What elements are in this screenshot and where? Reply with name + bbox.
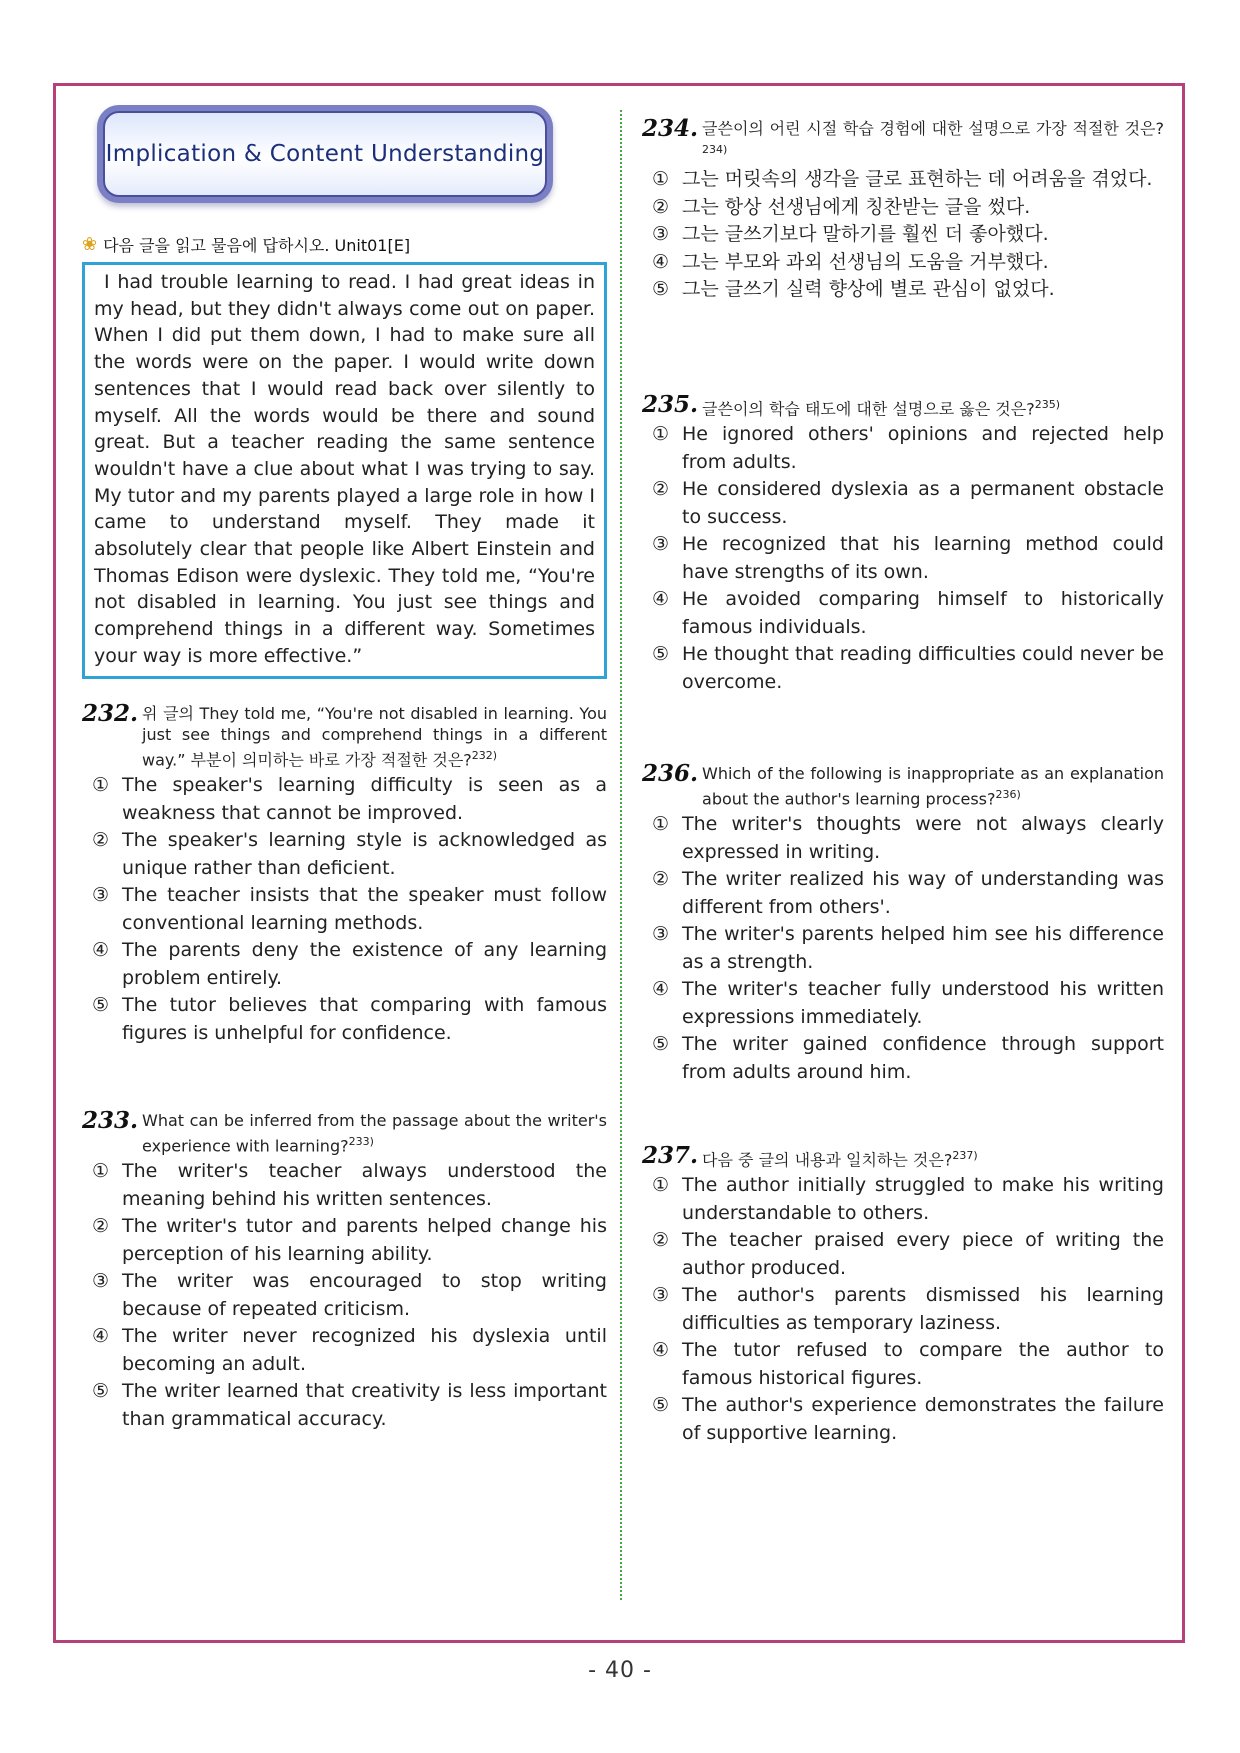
option-marker: ② bbox=[92, 1215, 110, 1238]
option-text: The author initially struggled to make his writing understandable to others. bbox=[682, 1174, 1164, 1224]
answer-option[interactable] bbox=[642, 421, 1164, 476]
option-text: The teacher praised every piece of writing the author produced. bbox=[682, 1229, 1164, 1279]
question-ref: 233) bbox=[348, 1135, 374, 1148]
option-marker: ⑤ bbox=[652, 1033, 670, 1056]
answer-option[interactable] bbox=[642, 221, 1164, 249]
option-marker: ⑤ bbox=[92, 1380, 110, 1403]
answer-option[interactable] bbox=[82, 1268, 607, 1323]
option-marker: ⑤ bbox=[652, 643, 670, 666]
option-marker: ① bbox=[92, 774, 110, 797]
question-number: 237. bbox=[642, 1142, 699, 1169]
directive-text: 다음 글을 읽고 물음에 답하시오. Unit01[E] bbox=[103, 236, 411, 255]
option-marker: ⑤ bbox=[92, 994, 110, 1017]
answer-option[interactable] bbox=[82, 827, 607, 882]
option-text: He recognized that his learning method could have strengths of its own. bbox=[682, 533, 1164, 583]
option-marker: ② bbox=[652, 868, 670, 891]
answer-option[interactable] bbox=[82, 1213, 607, 1268]
section-title: Implication & Content Understanding bbox=[105, 141, 545, 167]
answer-option[interactable] bbox=[82, 772, 607, 827]
answer-option[interactable] bbox=[642, 1337, 1164, 1392]
option-text: 그는 글쓰기 실력 향상에 별로 관심이 없었다. bbox=[682, 278, 1055, 301]
answer-option[interactable] bbox=[642, 586, 1164, 641]
answer-option[interactable] bbox=[642, 1227, 1164, 1282]
option-marker: ② bbox=[652, 1229, 670, 1252]
answer-option[interactable] bbox=[82, 1378, 607, 1433]
option-text: The writer's parents helped him see his difference as a strength. bbox=[682, 923, 1164, 973]
answer-option[interactable] bbox=[642, 1172, 1164, 1227]
page-number: - 40 - bbox=[588, 1658, 652, 1683]
question-232 bbox=[82, 700, 607, 1047]
option-marker: ② bbox=[92, 829, 110, 852]
option-text: 그는 글쓰기보다 말하기를 훨씬 더 좋아했다. bbox=[682, 223, 1049, 246]
option-text: The writer never recognized his dyslexia until becoming an adult. bbox=[122, 1325, 607, 1375]
flower-icon: ❀ bbox=[82, 234, 98, 255]
option-marker: ③ bbox=[652, 223, 670, 246]
option-text: The writer learned that creativity is less important than grammatical accuracy. bbox=[122, 1380, 607, 1430]
option-text: He ignored others' opinions and rejected help from adults. bbox=[682, 423, 1164, 473]
answer-option[interactable] bbox=[642, 166, 1164, 194]
answer-option[interactable] bbox=[642, 249, 1164, 277]
option-marker: ① bbox=[652, 813, 670, 836]
option-marker: ① bbox=[92, 1160, 110, 1183]
left-column bbox=[82, 105, 607, 679]
option-text: The tutor believes that comparing with famous figures is unhelpful for confidence. bbox=[122, 994, 607, 1044]
option-marker: ③ bbox=[652, 533, 670, 556]
option-marker: ② bbox=[652, 195, 670, 218]
option-text: The parents deny the existence of any learning problem entirely. bbox=[122, 939, 607, 989]
option-marker: ④ bbox=[652, 978, 670, 1001]
option-marker: ③ bbox=[652, 923, 670, 946]
option-text: 그는 항상 선생님에게 칭찬받는 글을 썼다. bbox=[682, 195, 1031, 218]
option-marker: ① bbox=[652, 423, 670, 446]
option-text: The author's parents dismissed his learning difficulties as temporary laziness. bbox=[682, 1284, 1164, 1334]
question-ref: 236) bbox=[995, 788, 1021, 801]
question-ref: 235) bbox=[1034, 398, 1061, 411]
answer-option[interactable] bbox=[642, 194, 1164, 222]
option-marker: ③ bbox=[92, 1270, 110, 1293]
question-text: 위 글의 They told me, “You're not disabled in learning. You just see things and comprehend things in a different way.” 부분이 의미하는 바로 가장 적절한 것은? bbox=[142, 704, 607, 770]
question-text: What can be inferred from the passage about the writer's experience with learning? bbox=[142, 1111, 607, 1156]
option-marker: ④ bbox=[92, 1325, 110, 1348]
option-marker: ④ bbox=[652, 588, 670, 611]
question-text: 글쓴이의 학습 태도에 대한 설명으로 옳은 것은? bbox=[702, 399, 1035, 419]
question-236 bbox=[642, 760, 1164, 1086]
option-marker: ① bbox=[652, 168, 670, 191]
option-text: 그는 머릿속의 생각을 글로 표현하는 데 어려움을 겪었다. bbox=[682, 168, 1153, 191]
answer-option[interactable] bbox=[642, 1282, 1164, 1337]
question-text: 다음 중 글의 내용과 일치하는 것은? bbox=[702, 1150, 953, 1170]
option-text: The writer's teacher always understood the meaning behind his written sentences. bbox=[122, 1160, 607, 1210]
answer-option[interactable] bbox=[642, 531, 1164, 586]
question-number: 233. bbox=[82, 1107, 139, 1134]
question-text: 글쓴이의 어린 시절 학습 경험에 대한 설명으로 가장 적절한 것은? bbox=[702, 119, 1164, 138]
directive bbox=[82, 233, 607, 256]
question-ref: 234) bbox=[702, 143, 728, 156]
answer-option[interactable] bbox=[82, 882, 607, 937]
answer-option[interactable] bbox=[642, 476, 1164, 531]
option-text: The writer's thoughts were not always clearly expressed in writing. bbox=[682, 813, 1164, 863]
answer-option[interactable] bbox=[642, 1392, 1164, 1447]
question-234 bbox=[642, 115, 1164, 304]
option-text: He thought that reading difficulties could never be overcome. bbox=[682, 643, 1164, 693]
option-text: The writer's tutor and parents helped change his perception of his learning ability. bbox=[122, 1215, 607, 1265]
option-marker: ⑤ bbox=[652, 278, 670, 301]
question-number: 232. bbox=[82, 700, 139, 727]
answer-option[interactable] bbox=[642, 276, 1164, 304]
answer-option[interactable] bbox=[642, 976, 1164, 1031]
option-text: The writer realized his way of understanding was different from others'. bbox=[682, 868, 1164, 918]
option-text: The writer's teacher fully understood his written expressions immediately. bbox=[682, 978, 1164, 1028]
question-ref: 232) bbox=[471, 749, 498, 762]
option-text: The teacher insists that the speaker must follow conventional learning methods. bbox=[122, 884, 607, 934]
option-marker: ① bbox=[652, 1174, 670, 1197]
option-marker: ③ bbox=[92, 884, 110, 907]
option-text: The author's experience demonstrates the failure of supportive learning. bbox=[682, 1394, 1164, 1444]
reading-passage: I had trouble learning to read. I had great ideas in my head, but they didn't always come out on paper. When I did put them down, I had to make sure all the words were on the paper. I would write down sentences that I would read back over silently to myself. All the words would be there and sound great. But a teacher reading the same sentence wouldn't have a clue about what I was trying to say. My tutor and my parents played a large role in how I came to understand myself. They made it absolutely clear that people like Albert Einstein and Thomas Edison were dyslexic. They told me, “You're not disabled in learning. You just see things and comprehend things in a different way. Sometimes your way is more effective.” bbox=[82, 262, 607, 679]
answer-option[interactable] bbox=[82, 1158, 607, 1213]
option-marker: ⑤ bbox=[652, 1394, 670, 1417]
option-text: 그는 부모와 과외 선생님의 도움을 거부했다. bbox=[682, 250, 1049, 273]
question-number: 235. bbox=[642, 391, 699, 418]
option-text: The speaker's learning difficulty is seen as a weakness that cannot be improved. bbox=[122, 774, 607, 824]
question-text: Which of the following is inappropriate as an explanation about the author's learning process? bbox=[702, 764, 1164, 809]
option-text: The tutor refused to compare the author to famous historical figures. bbox=[682, 1339, 1164, 1389]
option-marker: ③ bbox=[652, 1284, 670, 1307]
answer-option[interactable] bbox=[82, 992, 607, 1047]
answer-option[interactable] bbox=[642, 811, 1164, 866]
section-title-box bbox=[97, 105, 553, 203]
option-text: The writer was encouraged to stop writing because of repeated criticism. bbox=[122, 1270, 607, 1320]
answer-option[interactable] bbox=[82, 1323, 607, 1378]
answer-option[interactable] bbox=[642, 921, 1164, 976]
answer-option[interactable] bbox=[642, 641, 1164, 696]
option-text: The writer gained confidence through support from adults around him. bbox=[682, 1033, 1164, 1083]
question-237 bbox=[642, 1142, 1164, 1447]
option-text: He considered dyslexia as a permanent obstacle to success. bbox=[682, 478, 1164, 528]
column-divider bbox=[620, 110, 622, 1600]
question-number: 236. bbox=[642, 760, 699, 787]
answer-option[interactable] bbox=[642, 866, 1164, 921]
option-marker: ④ bbox=[652, 250, 670, 273]
option-marker: ② bbox=[652, 478, 670, 501]
option-marker: ④ bbox=[652, 1339, 670, 1362]
question-233 bbox=[82, 1107, 607, 1433]
question-number: 234. bbox=[642, 115, 699, 142]
question-235 bbox=[642, 391, 1164, 696]
question-ref: 237) bbox=[952, 1149, 978, 1162]
option-marker: ④ bbox=[92, 939, 110, 962]
option-text: He avoided comparing himself to historically famous individuals. bbox=[682, 588, 1164, 638]
answer-option[interactable] bbox=[642, 1031, 1164, 1086]
option-text: The speaker's learning style is acknowledged as unique rather than deficient. bbox=[122, 829, 607, 879]
answer-option[interactable] bbox=[82, 937, 607, 992]
